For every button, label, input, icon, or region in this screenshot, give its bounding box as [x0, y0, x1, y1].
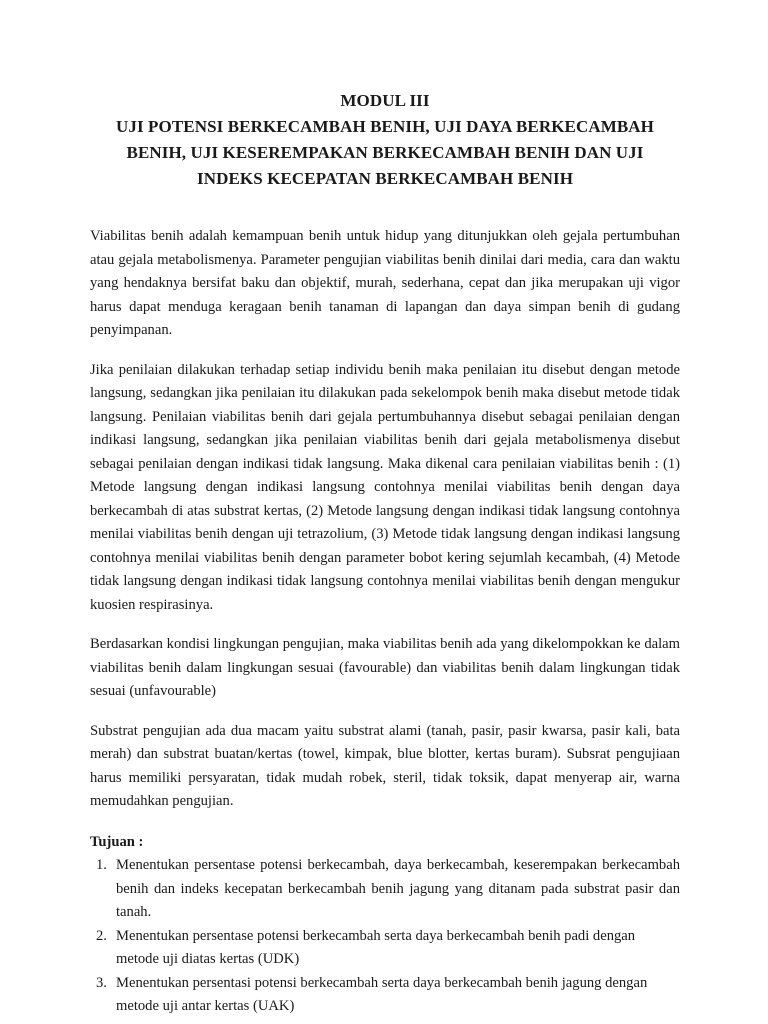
list-number: 1.: [96, 857, 107, 873]
list-item-text: Menentukan persentasi potensi berkecambah serta daya berkecambah benih jagung dengan metode uji antar kertas (UAK): [116, 974, 648, 1014]
title-line: MODUL III: [340, 91, 430, 110]
title-line: UJI POTENSI BERKECAMBAH BENIH, UJI DAYA BERKECAMBAH: [115, 117, 655, 136]
list-item: [90, 925, 680, 972]
tujuan-list: [90, 854, 680, 1019]
list-number: 3.: [96, 974, 107, 991]
list-number: 2.: [96, 927, 107, 944]
document-page: [90, 88, 680, 1019]
list-item: [90, 972, 680, 1019]
paragraph-viabilitas: Viabilitas benih adalah kemampuan benih untuk hidup yang ditunjukkan oleh gejala pertumbuhan atau gejala metabolismenya. Parameter pengujian viabilitas benih dinilai dari media, cara dan waktu yang hendaknya bersifat baku dan objektif, murah, sederhana, cepat dan jika merupakan uji vigor harus dapat menduga keragaan benih tanaman di lapangan dan daya simpan benih di gudang penyimpanan.: [90, 228, 680, 338]
title-line: BENIH, UJI KESEREMPAKAN BERKECAMBAH BENIH DAN UJI: [126, 143, 644, 162]
paragraph-lingkungan: Berdasarkan kondisi lingkungan pengujian, maka viabilitas benih ada yang dikelompokkan ke dalam viabilitas benih dalam lingkungan sesuai (favourable) dan viabilitas benih dalam lingkungan tidak sesuai (unfavourable): [90, 636, 680, 699]
list-item-text: Menentukan persentase potensi berkecambah serta daya berkecambah benih padi dengan metode uji diatas kertas (UDK): [116, 927, 636, 967]
paragraph-penilaian: Jika penilaian dilakukan terhadap setiap individu benih maka penilaian itu disebut dengan metode langsung, sedangkan jika penilaian itu dilakukan pada sekelompok benih maka disebut metode tidak langsung. Penilaian viabilitas benih dari gejala pertumbuhannya disebut sebagai penilaian dengan indikasi langsung, sedangkan jika penilaian viabilitas benih dari gejala metabolismenya disebut sebagai penilaian dengan indikasi tidak langsung. Maka dikenal cara penilaian viabilitas benih : (1) Metode langsung dengan indikasi langsung contohnya menilai viabilitas benih dengan daya berkecambah di atas substrat kertas, (2) Metode langsung dengan indikasi tidak langsung contohnya menilai viabilitas benih dengan uji tetrazolium, (3) Metode tidak langsung dengan indikasi langsung contohnya menilai viabilitas benih dengan parameter bobot kering sejumlah kecambah, (4) Metode tidak langsung dengan indikasi tidak langsung contohnya menilai viabilitas benih dengan mengukur kuosien respirasinya.: [90, 361, 680, 613]
tujuan-heading: Tujuan :: [90, 833, 144, 850]
title-line: INDEKS KECEPATAN BERKECAMBAH BENIH: [196, 169, 574, 188]
module-title: [84, 88, 686, 192]
list-item-text: Menentukan persentase potensi berkecambah, daya berkecambah, keserempakan berkecambah benih dan indeks kecepatan berkecambah benih jagung yang ditanam pada substrat pasir dan tanah.: [116, 857, 680, 920]
paragraph-substrat: Substrat pengujian ada dua macam yaitu substrat alami (tanah, pasir, pasir kwarsa, pasir kali, bata merah) dan substrat buatan/kertas (towel, kimpak, blue blotter, kertas buram). Subsrat pengujiaan harus memiliki persyaratan, tidak mudah robek, steril, tidak toksik, dapat menyerap air, warna memudahkan pengujian.: [90, 722, 680, 809]
list-item: [90, 854, 680, 925]
